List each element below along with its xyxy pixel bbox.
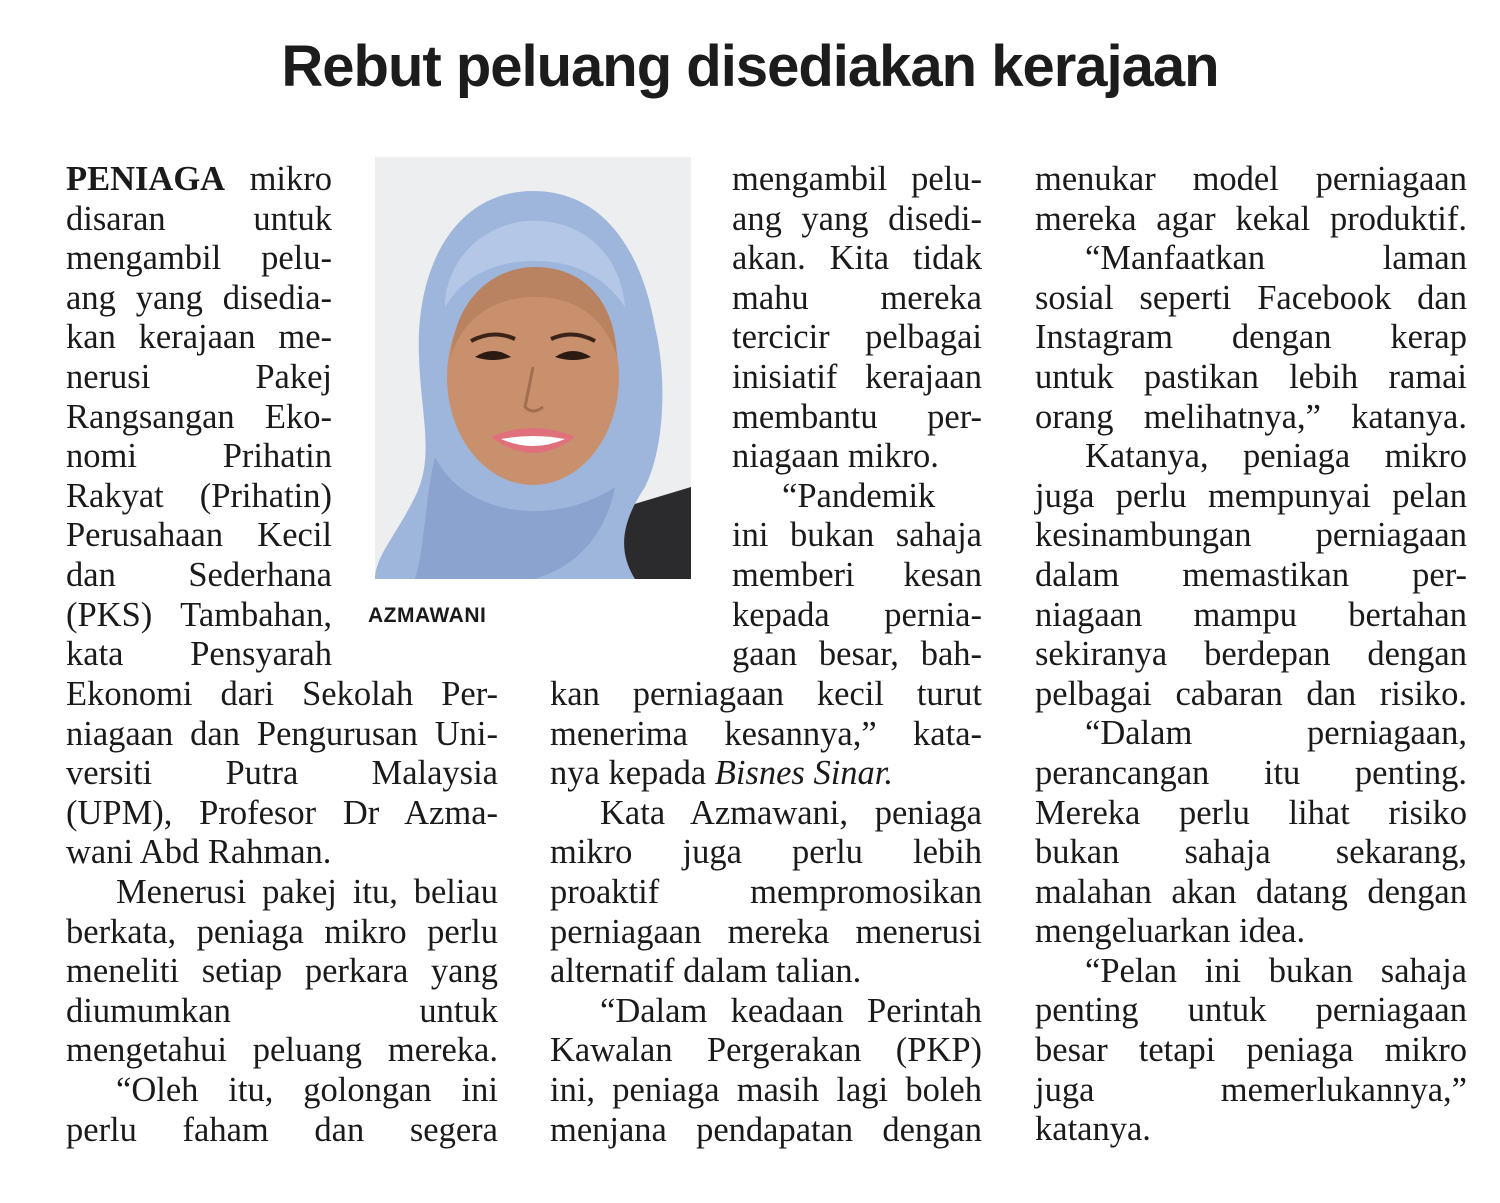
text-line: kata Pensyarah	[66, 635, 332, 674]
column-1-bottom	[66, 675, 498, 1150]
text-line: mengetahui peluang mereka.	[66, 1031, 498, 1070]
text-line: tercicir pelbagai	[732, 318, 982, 357]
text-line: Ekonomi dari Sekolah Per-	[66, 675, 498, 713]
text-line: Katanya, peniaga mikro	[1085, 437, 1467, 476]
text-line: “Oleh itu, golongan ini	[116, 1070, 498, 1109]
text-line: niagaan mikro.	[732, 437, 939, 476]
text-line: kan perniagaan kecil turut	[550, 675, 982, 713]
text-line: “Manfaatkan laman	[1085, 239, 1467, 278]
text-line: perniagaan mereka menerusi	[550, 912, 982, 951]
text-line: perancangan itu penting.	[1035, 753, 1467, 792]
text-line: dan Sederhana	[66, 555, 332, 594]
text-line: meneliti setiap perkara yang	[66, 952, 498, 991]
portrait-photo	[375, 157, 691, 579]
text-line: inisiatif kerajaan	[732, 357, 982, 396]
text-line: sekiranya berdepan dengan	[1035, 635, 1467, 674]
text-line: dalam memastikan per-	[1035, 555, 1467, 594]
text-line: ang yang disedia-	[66, 278, 332, 317]
text-line: diumumkan untuk	[66, 991, 498, 1030]
text-line: malahan akan datang dengan	[1035, 872, 1467, 911]
text-line: juga memerlukannya,”	[1035, 1070, 1467, 1109]
text-line: PENIAGA mikro	[66, 160, 332, 198]
article-headline: Rebut peluang disediakan kerajaan	[281, 34, 1219, 99]
text-line: Rakyat (Prihatin)	[66, 476, 332, 515]
text-line: kepada pernia-	[732, 595, 982, 634]
text-line: Instagram dengan kerap	[1035, 318, 1467, 357]
text-line: Menerusi pakej itu, beliau	[116, 872, 498, 911]
text-line: “Pelan ini bukan sahaja	[1085, 951, 1467, 990]
text-line: Kata Azmawani, peniaga	[600, 793, 982, 832]
text-line: mahu mereka	[732, 278, 982, 317]
text-line: Kawalan Pergerakan (PKP)	[550, 1031, 982, 1070]
lead-word: PENIAGA	[66, 160, 226, 198]
text-line: perlu faham dan segera	[66, 1110, 498, 1149]
text-line: mereka agar kekal produktif.	[1035, 199, 1467, 238]
column-3	[1035, 160, 1467, 1150]
text-line: mengambil pelu-	[732, 160, 982, 198]
text-line: bukan sahaja sekarang,	[1035, 833, 1467, 872]
text-line: ini bukan sahaja	[732, 516, 982, 555]
text-line: alternatif dalam talian.	[550, 952, 862, 991]
text-line: penting untuk perniagaan	[1035, 991, 1467, 1030]
text-line: sosial seperti Facebook dan	[1035, 278, 1467, 317]
text-line: “Pandemik	[782, 476, 936, 515]
text-line: juga perlu mempunyai pelan	[1035, 476, 1467, 515]
text-line: Rangsangan Eko-	[66, 397, 332, 436]
text-line: ang yang disedi-	[732, 199, 982, 238]
column-2-top	[732, 160, 982, 675]
text-line: gaan besar, bah-	[732, 635, 982, 674]
text-line: niagaan mampu bertahan	[1035, 595, 1467, 634]
text-line: katanya.	[1035, 1110, 1151, 1149]
text-line: niagaan dan Pengurusan Uni-	[66, 714, 498, 753]
column-2-bottom	[550, 675, 982, 1150]
text-line: membantu per-	[732, 397, 982, 436]
text-line: menerima kesannya,” kata-	[550, 714, 982, 753]
text-line: mengambil pelu-	[66, 239, 332, 278]
text-line: nerusi Pakej	[66, 357, 332, 396]
text-line: kan kerajaan me-	[66, 318, 332, 357]
column-1-top	[66, 160, 332, 675]
text-line: proaktif mempromosikan	[550, 872, 982, 911]
text-line: pelbagai cabaran dan risiko.	[1035, 674, 1467, 713]
text-line: nomi Prihatin	[66, 437, 332, 476]
text-line: versiti Putra Malaysia	[66, 754, 498, 793]
text-line: Perusahaan Kecil	[66, 516, 332, 555]
photo-caption: AZMAWANI	[368, 604, 487, 627]
text-line: nya kepada Bisnes Sinar.	[550, 754, 894, 793]
text-line: menukar model perniagaan	[1035, 160, 1467, 198]
text-line: orang melihatnya,” katanya.	[1035, 397, 1467, 436]
text-line: mikro juga perlu lebih	[550, 833, 982, 872]
text-line: wani Abd Rahman.	[66, 833, 332, 872]
text-line: menjana pendapatan dengan	[550, 1110, 982, 1149]
text-line: untuk pastikan lebih ramai	[1035, 357, 1467, 396]
text-line: kesinambungan perniagaan	[1035, 516, 1467, 555]
text-line: disaran untuk	[66, 199, 332, 238]
publication-name: Bisnes Sinar.	[714, 754, 894, 793]
text-line: mengeluarkan idea.	[1035, 912, 1306, 951]
text-line: berkata, peniaga mikro perlu	[66, 912, 498, 951]
text-line: “Dalam keadaan Perintah	[600, 991, 982, 1030]
text-line: ini, peniaga masih lagi boleh	[550, 1070, 982, 1109]
text-line: memberi kesan	[732, 555, 982, 594]
text-line: Mereka perlu lihat risiko	[1035, 793, 1467, 832]
text-line: (PKS) Tambahan,	[66, 595, 332, 634]
text-line: (UPM), Profesor Dr Azma-	[66, 793, 498, 832]
portrait-illustration	[375, 157, 691, 579]
text-line: “Dalam perniagaan,	[1085, 714, 1467, 753]
text-line: akan. Kita tidak	[732, 239, 982, 278]
text-line: besar tetapi peniaga mikro	[1035, 1031, 1467, 1070]
